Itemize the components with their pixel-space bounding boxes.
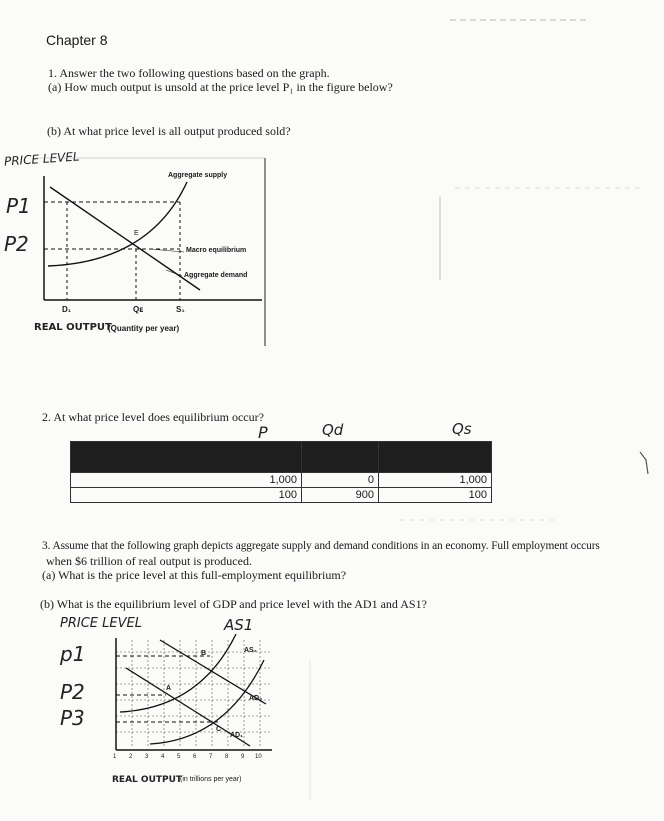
graph1-tick-s1: S₁ [176, 305, 185, 314]
q1-line1: 1. Answer the two following questions based on the graph. [48, 66, 330, 80]
graph3-as2-label: AS₂ [244, 647, 257, 654]
hand-p-col: P [258, 423, 268, 442]
hand-p1-3: p1 [60, 642, 86, 666]
graph1-xlabel-print: (Quantity per year) [108, 324, 180, 333]
graph3-ad1-label: AD₁ [230, 732, 244, 739]
chapter-title: Chapter 8 [46, 32, 108, 48]
graph3-tick: 3 [145, 754, 149, 760]
hand-qd-col: Qd [322, 421, 344, 439]
graph1-demand-label: Aggregate demand [184, 272, 248, 279]
graph3-point-a: A [166, 685, 172, 692]
table-cell-qs: 100 [379, 488, 492, 503]
hand-price-level-3: PRICE LEVEL [60, 616, 142, 631]
q1-line3: (b) At what price level is all output produced sold? [47, 124, 291, 138]
hand-p2-3: P2 [60, 680, 85, 704]
graph3-point-c: C [216, 726, 222, 733]
q3-line2: when $6 trillion of real output is produced. [46, 554, 252, 568]
hand-p1-label: P1 [6, 194, 31, 218]
graph1-e-label: E [134, 230, 139, 237]
q3-line3: (a) What is the price level at this full-employment equilibrium? [42, 568, 347, 582]
q3-line4: (b) What is the equilibrium level of GDP and price level with the AD1 and AS1? [40, 597, 427, 611]
hand-price-level-1: PRICE LEVEL [3, 149, 81, 169]
graph3-xlabel-print: (in trillions per year) [180, 776, 242, 783]
graph1-tick-qe: Qᴇ [133, 305, 144, 314]
hand-p2-label: P2 [4, 232, 29, 256]
graph3-tick: 1 [113, 754, 117, 760]
graph1-xlabel-hand: REAL OUTPUT [34, 322, 112, 333]
hand-as1-label: AS1 [224, 616, 254, 634]
graph1-supply-label: Aggregate supply [168, 172, 228, 179]
table-cell-p: 100 [71, 488, 302, 503]
graph3-ad2-label: AD₂ [249, 695, 263, 702]
q1-line2: (a) How much output is unsold at the price level P₁ in the figure below? [48, 80, 393, 94]
table-cell-qd: 0 [302, 473, 379, 488]
q3-line1: 3. Assume that the following graph depicts aggregate supply and demand conditions in an economy. Full employment occurs [42, 540, 600, 552]
graph3-xlabel-hand: REAL OUTPUT [112, 775, 183, 785]
graph1-eq-label: Macro equilibrium [186, 247, 247, 254]
graph1-tick-d1: D₁ [62, 305, 72, 314]
graph3-tick: 6 [193, 754, 197, 760]
graph3-tick: 10 [255, 754, 262, 760]
table-cell-p: 1,000 [71, 473, 302, 488]
graph3-tick: 9 [241, 754, 245, 760]
graph3-tick: 4 [161, 754, 165, 760]
table-cell-qs: 1,000 [379, 473, 492, 488]
hand-p3-3: P3 [60, 706, 85, 730]
hand-qs-col: Qs [452, 420, 472, 438]
q2-text: 2. At what price level does equilibrium occur? [42, 410, 264, 424]
graph3-tick: 2 [129, 754, 133, 760]
table-cell-qd: 900 [302, 488, 379, 503]
graph3-tick: 5 [177, 754, 181, 760]
graph3-point-b: B [201, 650, 207, 657]
graph3-tick: 8 [225, 754, 229, 760]
graph3-tick: 7 [209, 754, 213, 760]
